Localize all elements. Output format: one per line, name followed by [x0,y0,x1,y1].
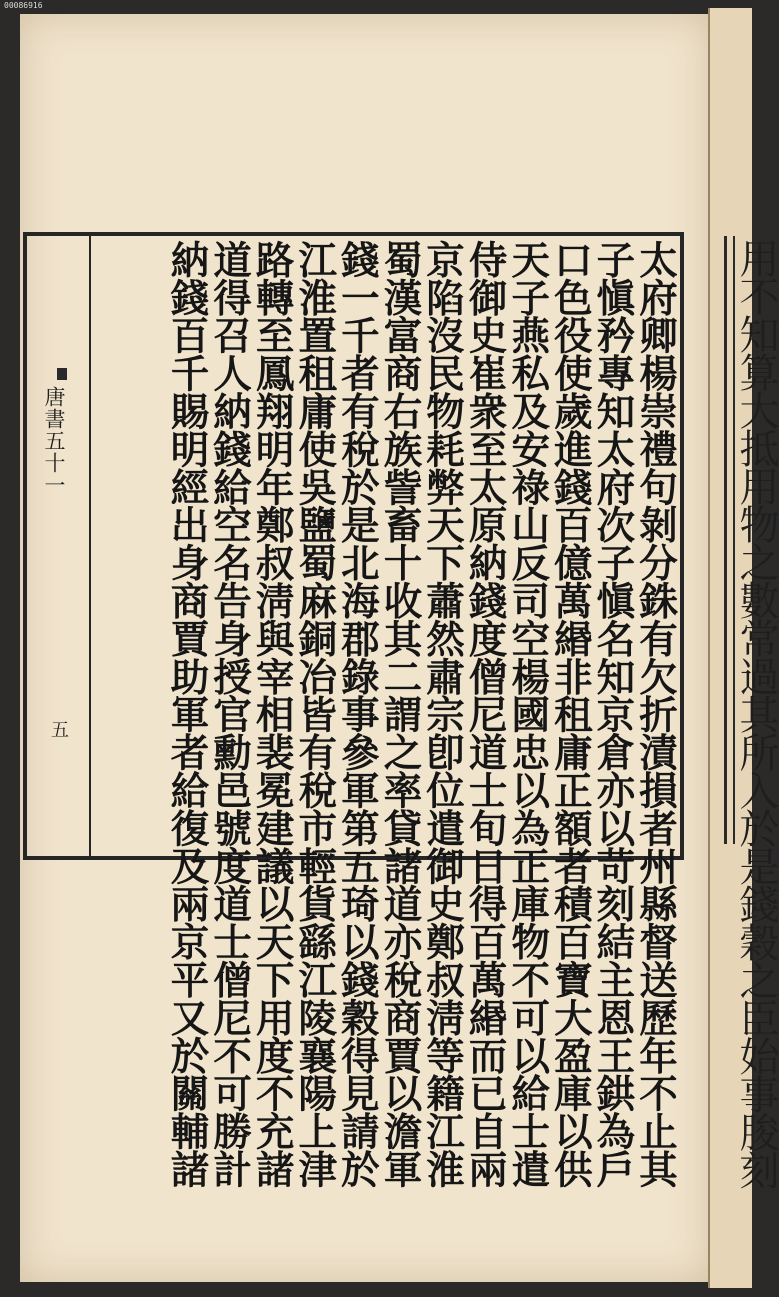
adjacent-page-edge [708,8,779,1288]
text-frame [23,232,684,1188]
text-column: 路轉至鳳翔明年鄭叔淸與宰相裴冕建議以天下用度不充諸 [249,240,295,1188]
center-fold-title: 唐書五十一 [42,386,66,496]
vertical-text-block [164,240,678,1188]
page-number: 五 [51,720,69,741]
text-column: 道得召人納錢給空名告身授官勳邑號度道士僧尼不可勝計 [207,240,253,1188]
center-fold-column [27,236,89,856]
text-body [89,236,680,1188]
text-column: 侍御史崔衆至太原納錢度僧尼道士旬日得百萬緡而已自兩 [462,240,508,1188]
text-column: 錢一千者有稅於是北海郡錄事參軍第五琦以錢穀得見請於 [334,240,380,1188]
text-column: 口色役使歲進錢百億萬緡非租庸正額者積百寶大盈庫以供 [547,240,593,1188]
adjacent-page-text: 用不知算大抵用物之數常過其所入於是錢穀之臣始事朘刻 [733,238,779,1188]
text-column: 蜀漢富商右族訾畜十收其二謂之率貸諸道亦稅商賈以澹軍 [377,240,423,1188]
scan-id: 00086916 [4,1,43,10]
fold-mark-icon [57,368,67,380]
text-column: 天子燕私及安祿山反司空楊國忠以為正庫物不可以給士遣 [505,240,551,1188]
text-column: 太府卿楊崇禮句剝分銖有欠折漬損者州縣督送歷年不止其 [633,240,678,1188]
text-column: 子愼矜專知太府次子愼名知京倉亦以苛刻結主恩王鉷為戶 [590,240,636,1188]
text-column: 江淮置租庸使吳鹽蜀麻銅冶皆有稅市輕貨繇江陵襄陽上津 [292,240,338,1188]
text-column: 納錢百千賜明經出身商賈助軍者給復及兩京平又於關輔諸 [164,240,210,1188]
text-column: 京陷沒民物耗弊天下蕭然肅宗卽位遣御史鄭叔淸等籍江淮 [420,240,466,1188]
